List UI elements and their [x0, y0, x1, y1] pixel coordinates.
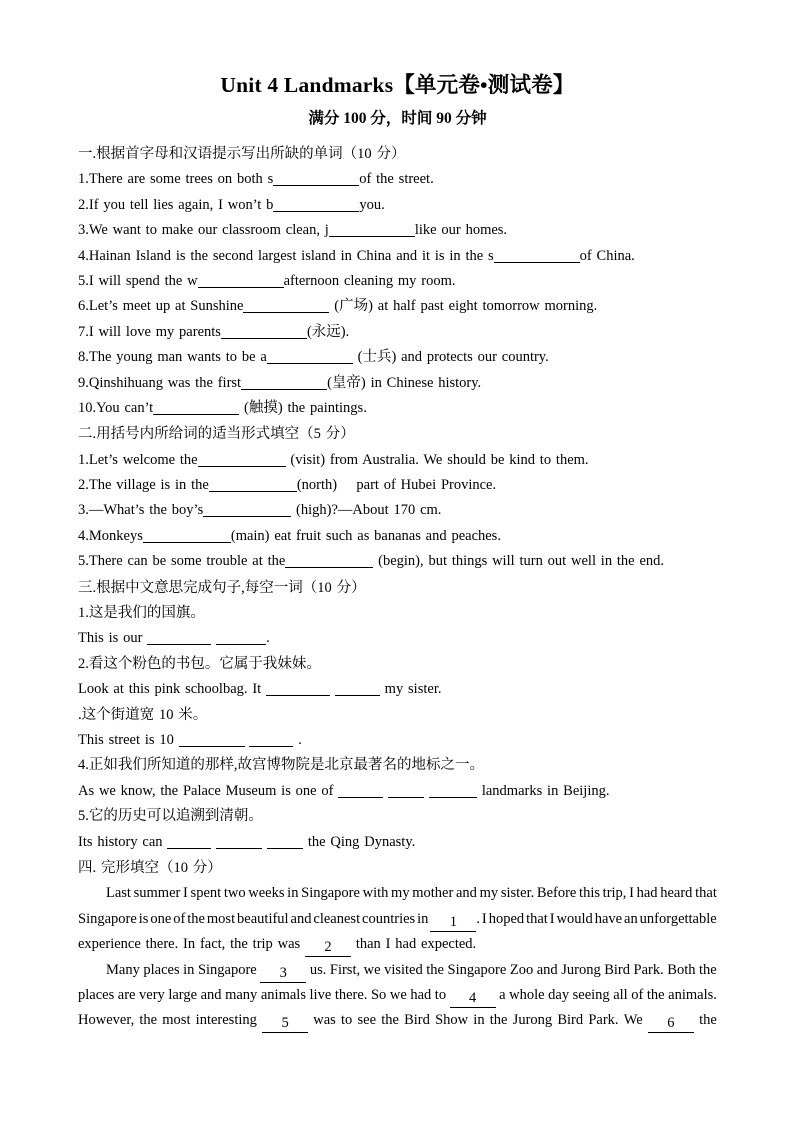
text-word: I	[629, 885, 634, 902]
text-run: 2.看这个粉色的书包。它属于我妹妹。	[78, 655, 321, 672]
text-word: we	[363, 961, 381, 978]
text-run: 1.Let’s welcome the	[78, 451, 198, 468]
text-word: was	[313, 1012, 336, 1029]
text-word: So	[370, 986, 387, 1003]
text-word: Bird	[557, 1012, 584, 1029]
answer-blank	[335, 680, 380, 696]
text-word: Last	[106, 885, 131, 902]
text-run: the Qing Dynasty.	[303, 833, 416, 850]
text-run: 5.I will spend the w	[78, 272, 198, 289]
text-word: I	[549, 910, 555, 927]
cloze-line	[78, 983, 717, 1008]
text-word: many	[225, 986, 258, 1003]
blank-group	[260, 958, 306, 983]
text-word: my	[479, 885, 499, 902]
text-run: (main) eat fruit such as bananas and peaches.	[230, 527, 501, 544]
text-word: we	[389, 986, 407, 1003]
answer-blank	[267, 348, 353, 364]
text-run: 1.There are some trees on both s	[78, 171, 274, 188]
text-word: in	[183, 961, 195, 978]
text-run: 三.根据中文意思完成句子,每空一词（10 分）	[78, 579, 366, 596]
text-word: this	[579, 885, 600, 902]
text-word: Park.	[588, 1012, 619, 1029]
text-run: 4.Monkeys	[78, 527, 143, 544]
text-word: Bird	[404, 1012, 430, 1029]
text-word: to	[434, 986, 447, 1003]
text-run: 2.If you tell lies again, I won’t b	[78, 196, 274, 213]
text-word: the	[139, 1012, 158, 1029]
page-title: Unit 4 Landmarks【单元卷•测试卷】	[220, 73, 575, 97]
text-word: had	[410, 986, 432, 1003]
answer-blank	[260, 964, 306, 983]
answer-blank	[147, 629, 211, 645]
blank-group	[648, 1008, 694, 1033]
answer-blank	[305, 938, 351, 957]
answer-blank	[329, 221, 415, 237]
answer-blank	[273, 170, 359, 186]
text-run: 1.这是我们的国旗。	[78, 605, 205, 622]
text-word: two	[223, 885, 246, 902]
text-word: summer	[133, 885, 181, 902]
text-word: Singapore	[197, 961, 257, 978]
answer-blank	[143, 527, 231, 543]
text-word: weeks	[248, 885, 285, 902]
text-run: 2.The village is in the	[78, 477, 209, 494]
text-run: (high)?—About 170 cm.	[291, 502, 442, 519]
text-run: than I had expected.	[351, 936, 477, 953]
text-word: us.	[309, 961, 327, 978]
question-line	[78, 371, 717, 396]
text-word: of	[631, 986, 644, 1003]
text-word: have	[594, 910, 623, 927]
question-line	[78, 193, 717, 218]
chinese-sentence	[78, 601, 717, 626]
text-run: (皇帝) in Chinese history.	[327, 374, 482, 391]
text-word: Jurong	[561, 961, 601, 978]
text-run: afternoon cleaning my room.	[283, 272, 456, 289]
text-word: and	[200, 986, 222, 1003]
text-word: I	[481, 910, 487, 927]
question-line	[78, 448, 717, 473]
text-word: had	[636, 885, 658, 902]
text-run: 二.用括号内所给词的适当形式填空（5 分）	[78, 426, 355, 443]
text-word: most	[162, 1012, 191, 1029]
answer-blank	[494, 247, 580, 263]
cloze-line	[78, 932, 717, 957]
cloze-line	[78, 1008, 717, 1033]
answer-blank	[285, 552, 373, 568]
section-heading	[78, 142, 717, 167]
answer-blank	[262, 1014, 308, 1033]
text-word: We	[623, 1012, 643, 1029]
text-run: 9.Qinshihuang was the first	[78, 374, 242, 391]
text-word: mother	[412, 885, 454, 902]
section-heading	[78, 422, 717, 447]
text-word: most	[206, 910, 236, 927]
text-word: seeing	[572, 986, 610, 1003]
text-run: Look at this pink schoolbag. It	[78, 681, 267, 698]
text-word: Jurong	[512, 1012, 553, 1029]
text-word: animals.	[668, 986, 717, 1003]
text-word: cleanest	[313, 910, 361, 927]
answer-blank	[198, 272, 284, 288]
blank-group	[430, 907, 480, 932]
text-run: 四. 完形填空（10 分）	[78, 859, 222, 876]
text-run: of China.	[579, 247, 635, 264]
text-word: Both	[667, 961, 696, 978]
score-time-subtitle: 满分 100 分，时间 90 分钟	[308, 110, 487, 127]
question-line	[78, 396, 717, 421]
text-run: (触摸) the paintings.	[239, 399, 367, 416]
answer-blank	[198, 451, 286, 467]
question-line	[78, 244, 717, 269]
text-run: This is our	[78, 630, 148, 647]
text-run: 5.There can be some trouble at the	[78, 553, 286, 570]
text-word: would	[556, 910, 593, 927]
blank-suffix: .	[476, 910, 480, 927]
blank-number: 1	[449, 913, 457, 930]
question-line	[78, 294, 717, 319]
text-run: (north) part of Hubei Province.	[296, 477, 497, 494]
text-word: spent	[190, 885, 222, 902]
text-run: you.	[359, 196, 385, 213]
blank-number: 3	[279, 964, 287, 981]
text-word: one	[150, 910, 172, 927]
text-run: Its history can	[78, 833, 168, 850]
text-word: in	[417, 910, 429, 927]
text-word: is	[138, 910, 149, 927]
question-line	[78, 473, 717, 498]
text-run: 4.Hainan Island is the second largest island in China and it is in the s	[78, 247, 494, 264]
cloze-line	[78, 958, 717, 983]
text-word: my	[391, 885, 410, 902]
answer-blank	[388, 782, 424, 798]
answer-sentence	[78, 626, 717, 651]
text-word: animals	[260, 986, 306, 1003]
text-word: the	[699, 961, 717, 978]
text-word: trip,	[602, 885, 627, 902]
text-word: of	[173, 910, 186, 927]
text-word: with	[362, 885, 389, 902]
text-word: Singapore	[447, 961, 507, 978]
text-run: 4.正如我们所知道的那样,故宫博物院是北京最著名的地标之一。	[78, 757, 484, 774]
text-run: 8.The young man wants to be a	[78, 349, 267, 366]
answer-blank	[179, 731, 245, 747]
answer-blank	[429, 782, 477, 798]
cloze-line	[78, 881, 717, 906]
chinese-sentence	[78, 703, 717, 728]
text-word: beautiful	[237, 910, 289, 927]
text-word: unforgettable	[639, 910, 717, 927]
text-word: I	[183, 885, 188, 902]
text-word: the	[381, 1012, 399, 1029]
text-word: the	[699, 1012, 717, 1029]
text-word: that	[695, 885, 717, 902]
text-word: day	[548, 986, 570, 1003]
text-word: the	[187, 910, 205, 927]
text-word: in	[473, 1012, 485, 1029]
question-line	[78, 549, 717, 574]
text-word: and	[536, 961, 558, 978]
text-run: experience there. In fact, the trip was	[78, 936, 305, 953]
text-word: live	[309, 986, 332, 1003]
answer-sentence	[78, 728, 717, 753]
blank-number: 2	[324, 939, 332, 956]
text-run: .	[266, 630, 270, 647]
section-heading	[78, 856, 717, 881]
text-run: my sister.	[379, 681, 442, 698]
text-run: 6.Let’s meet up at Sunshine	[78, 298, 244, 315]
text-word: all	[613, 986, 628, 1003]
text-word: interesting	[195, 1012, 257, 1029]
text-word: an	[624, 910, 638, 927]
text-run: (广场) at half past eight tomorrow morning.	[329, 298, 598, 315]
question-line	[78, 345, 717, 370]
chinese-sentence	[78, 652, 717, 677]
text-word: Singapore	[301, 885, 360, 902]
text-run: like our homes.	[414, 222, 508, 239]
text-word: Show	[435, 1012, 469, 1029]
text-word: Park.	[633, 961, 664, 978]
text-word: countries	[362, 910, 416, 927]
text-run: 3.We want to make our classroom clean, j	[78, 222, 329, 239]
text-run: This street is 10	[78, 731, 179, 748]
text-word: Before	[536, 885, 577, 902]
blank-number: 6	[667, 1015, 675, 1032]
text-word: there.	[334, 986, 368, 1003]
answer-blank	[267, 833, 303, 849]
answer-blank	[243, 297, 329, 313]
answer-blank	[648, 1014, 694, 1033]
answer-blank	[338, 782, 383, 798]
text-run: 7.I will love my parents	[78, 323, 221, 340]
text-run: (士兵) and protects our country.	[352, 349, 549, 366]
text-run: 10.You can’t	[78, 399, 154, 416]
text-run: 5.它的历史可以追溯到清朝。	[78, 808, 263, 825]
text-word: heard	[660, 885, 693, 902]
text-word: are	[117, 986, 136, 1003]
text-word: hoped	[488, 910, 525, 927]
text-word: and	[290, 910, 312, 927]
answer-blank	[450, 989, 496, 1008]
text-word: the	[426, 961, 444, 978]
text-word: Bird	[604, 961, 631, 978]
text-word: places	[143, 961, 180, 978]
chinese-sentence	[78, 804, 717, 829]
text-word: Zoo	[509, 961, 534, 978]
text-word: sister.	[500, 885, 535, 902]
answer-blank	[153, 399, 239, 415]
question-line	[78, 498, 717, 523]
text-run: 3.—What’s the boy’s	[78, 502, 204, 519]
text-word: whole	[509, 986, 545, 1003]
text-run: .	[293, 731, 302, 748]
blank-group	[262, 1008, 308, 1033]
question-line	[78, 269, 717, 294]
blank-number: 5	[281, 1015, 289, 1032]
answer-blank	[241, 374, 327, 390]
answer-blank	[203, 501, 291, 517]
question-line	[78, 218, 717, 243]
text-run: As we know, the Palace Museum is one of	[78, 782, 339, 799]
blank-group	[450, 983, 496, 1008]
text-run: 一.根据首字母和汉语提示写出所缺的单词（10 分）	[78, 146, 406, 162]
section-heading	[78, 576, 717, 601]
text-word: see	[357, 1012, 376, 1029]
text-word: that	[526, 910, 548, 927]
answer-blank	[249, 731, 293, 747]
answer-sentence	[78, 830, 717, 855]
text-word: large	[168, 986, 198, 1003]
text-word: visited	[384, 961, 423, 978]
text-run: .这个街道宽 10 米。	[78, 706, 208, 723]
text-run: landmarks in Beijing.	[477, 782, 610, 799]
cloze-line	[78, 907, 717, 932]
document-body	[78, 142, 717, 1034]
text-run: of the street.	[359, 171, 434, 188]
answer-blank	[216, 833, 262, 849]
text-word: and	[456, 885, 477, 902]
text-word: places	[78, 986, 115, 1003]
question-line	[78, 320, 717, 345]
text-word: First,	[329, 961, 361, 978]
blank-number: 4	[469, 989, 477, 1006]
answer-sentence	[78, 677, 717, 702]
answer-blank	[216, 629, 266, 645]
text-word: a	[499, 986, 506, 1003]
answer-blank	[266, 680, 330, 696]
text-word: Many	[106, 961, 140, 978]
answer-blank	[167, 833, 211, 849]
text-word: to	[341, 1012, 353, 1029]
text-run: (begin), but things will turn out well in the end.	[373, 553, 664, 570]
chinese-sentence	[78, 753, 717, 778]
text-word: Singapore	[78, 910, 137, 927]
answer-blank	[209, 476, 297, 492]
answer-blank	[430, 913, 476, 932]
text-word: the	[489, 1012, 508, 1029]
text-word: However,	[78, 1012, 135, 1029]
text-run: (永远).	[306, 323, 350, 340]
answer-blank	[273, 196, 359, 212]
question-line	[78, 167, 717, 192]
text-word: very	[139, 986, 165, 1003]
text-word: the	[646, 986, 665, 1003]
answer-blank	[221, 323, 307, 339]
text-run: (visit) from Australia. We should be kind to them.	[285, 451, 589, 468]
answer-sentence	[78, 779, 717, 804]
text-word: in	[287, 885, 299, 902]
question-line	[78, 524, 717, 549]
